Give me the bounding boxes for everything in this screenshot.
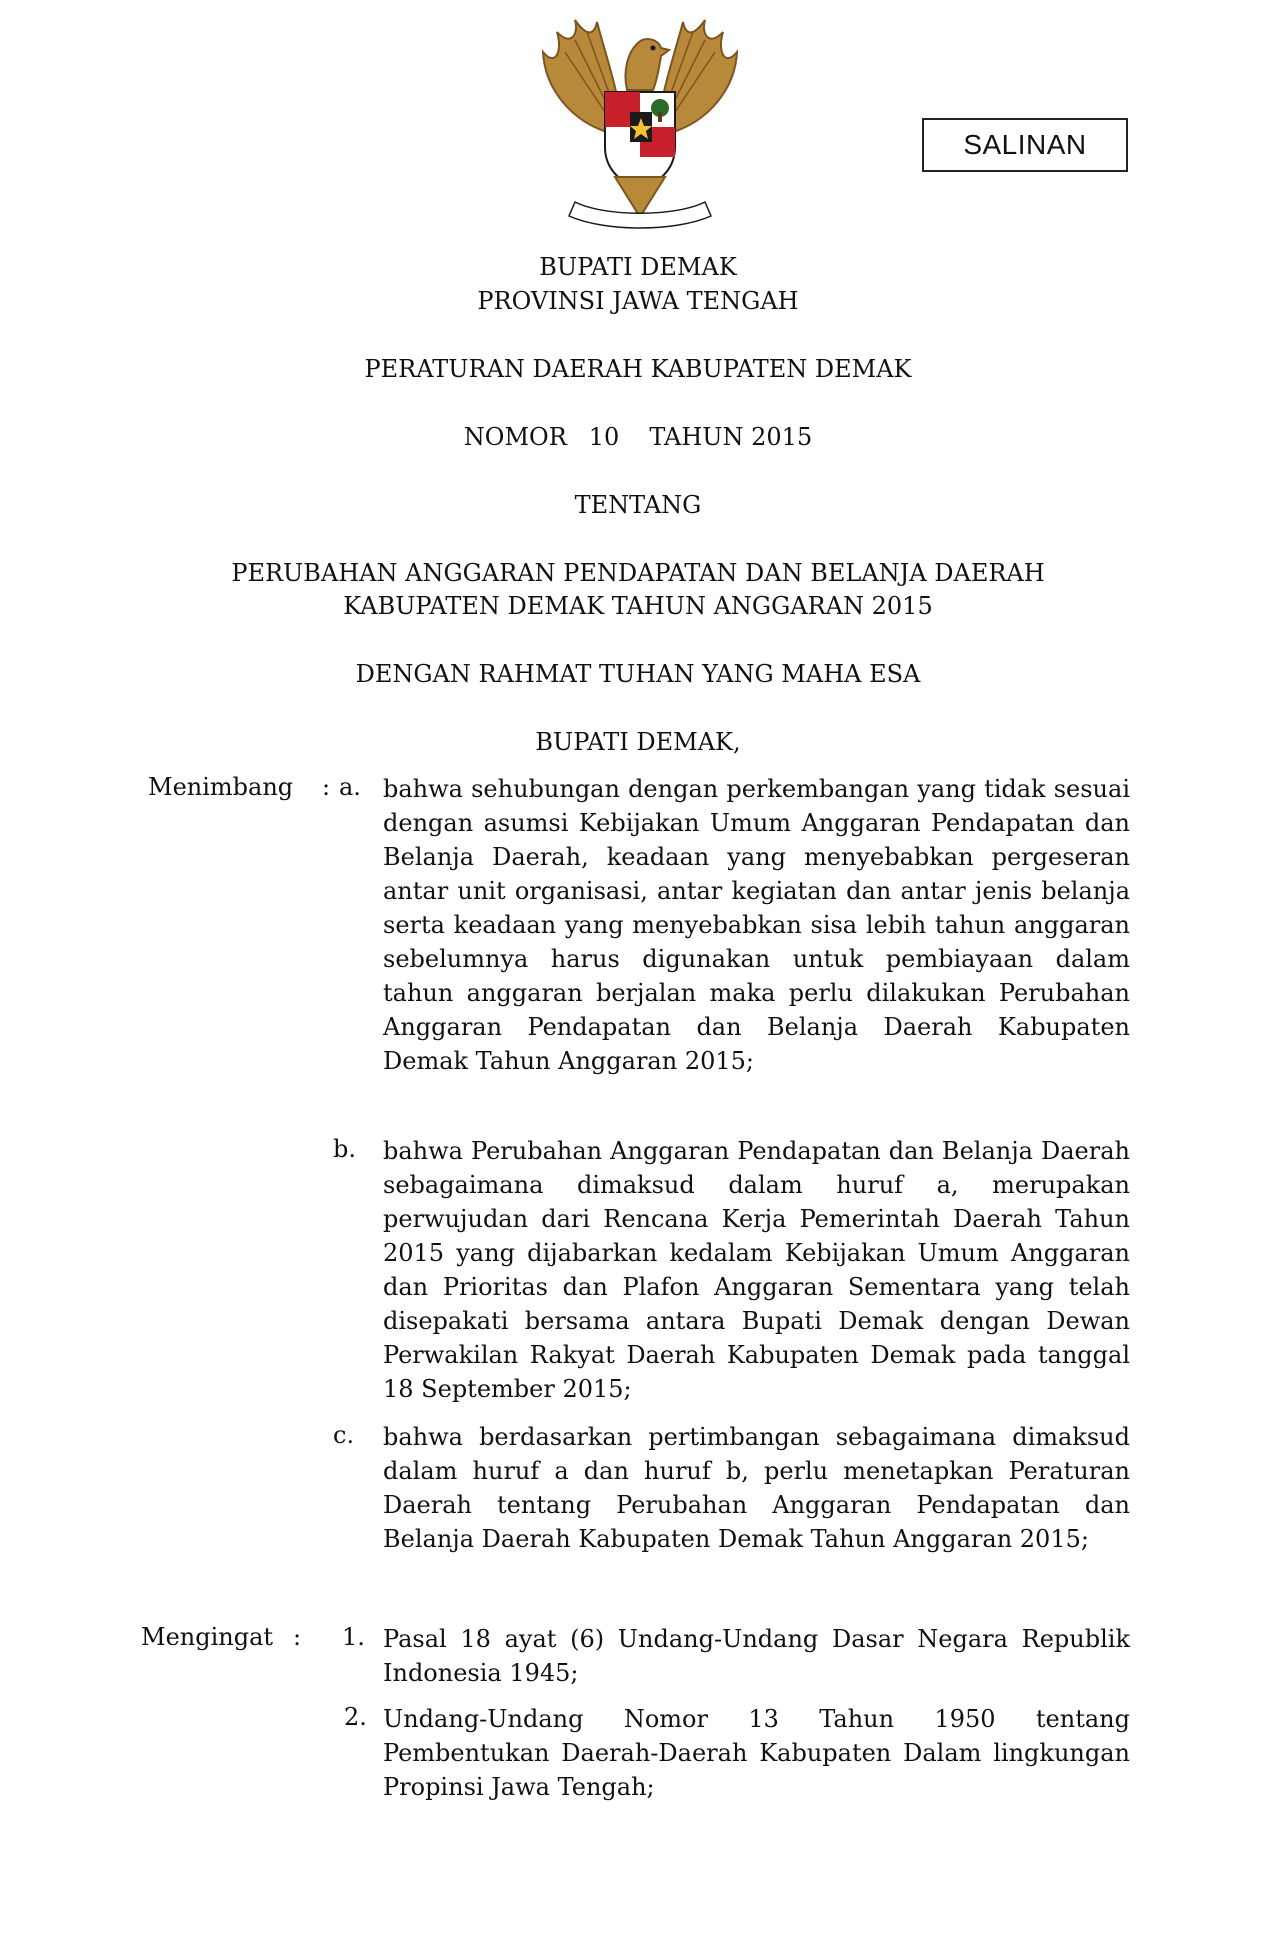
regulation-title: PERATURAN DAERAH KABUPATEN DEMAK (364, 355, 912, 383)
mengingat-label: Mengingat (141, 1623, 274, 1651)
mengingat-item-2: Undang-Undang Nomor 13 Tahun 1950 tentang Pembentukan Daerah-Daerah Kabupaten Dalam lingkungan Propinsi Jawa Tengah; (383, 1705, 1130, 1801)
header-bupati: BUPATI DEMAK (539, 253, 737, 281)
salinan-stamp: SALINAN (922, 118, 1128, 172)
rahmat-line: DENGAN RAHMAT TUHAN YANG MAHA ESA (355, 660, 921, 688)
menimbang-marker-a: a. (339, 773, 361, 801)
nomor-label: NOMOR (463, 423, 567, 451)
tentang-heading: TENTANG (574, 491, 702, 519)
bupati-signatory-heading: BUPATI DEMAK, (535, 728, 741, 756)
nomor-value: 10 (588, 423, 620, 451)
mengingat-marker-1: 1. (342, 1623, 365, 1651)
garuda-tail-icon (615, 177, 665, 217)
menimbang-colon: : (322, 773, 331, 801)
mengingat-marker-2: 2. (344, 1703, 367, 1731)
menimbang-label: Menimbang (148, 773, 294, 801)
garuda-head-icon (626, 39, 670, 90)
mengingat-item-1: Pasal 18 ayat (6) Undang-Undang Dasar Negara Republik Indonesia 1945; (383, 1625, 1130, 1687)
subject-line-1: PERUBAHAN ANGGARAN PENDAPATAN DAN BELANJA DAERAH (231, 559, 1045, 587)
garuda-pancasila-emblem (535, 12, 745, 234)
menimbang-item-b: bahwa Perubahan Anggaran Pendapatan dan Belanja Daerah sebagaimana dimaksud dalam huruf a, merupakan perwujudan dari Rencana Kerja Pemerintah Daerah Tahun 2015 yang dijabarkan kedalam Kebijakan Umum Anggaran dan Prioritas dan Plafon Anggaran Sementara yang telah disepakati bersama antara Bupati Demak dengan Dewan Perwakilan Rakyat Daerah Kabupaten Demak pada tanggal 18 September 2015; (383, 1137, 1130, 1403)
menimbang-marker-c: c. (333, 1421, 355, 1449)
subject-line-2: KABUPATEN DEMAK TAHUN ANGGARAN 2015 (343, 592, 933, 620)
regulation-number (0, 423, 1276, 451)
mengingat-colon: : (293, 1623, 302, 1651)
menimbang-marker-b: b. (333, 1135, 356, 1163)
tahun-label: TAHUN 2015 (649, 423, 813, 451)
menimbang-item-a: bahwa sehubungan dengan perkembangan yang tidak sesuai dengan asumsi Kebijakan Umum Anggaran Pendapatan dan Belanja Daerah, keadaan yang menyebabkan pergeseran antar unit organisasi, antar kegiatan dan antar jenis belanja serta keadaan yang menyebabkan sisa lebih tahun anggaran sebelumnya harus digunakan untuk pembiayaan dalam tahun anggaran berjalan maka perlu dilakukan Perubahan Anggaran Pendapatan dan Belanja Daerah Kabupaten Demak Tahun Anggaran 2015; (383, 775, 1130, 1075)
header-provinsi: PROVINSI JAWA TENGAH (477, 287, 799, 315)
menimbang-item-c: bahwa berdasarkan pertimbangan sebagaimana dimaksud dalam huruf a dan huruf b, perlu menetapkan Peraturan Daerah tentang Perubahan Anggaran Pendapatan dan Belanja Daerah Kabupaten Demak Tahun Anggaran 2015; (383, 1423, 1130, 1553)
